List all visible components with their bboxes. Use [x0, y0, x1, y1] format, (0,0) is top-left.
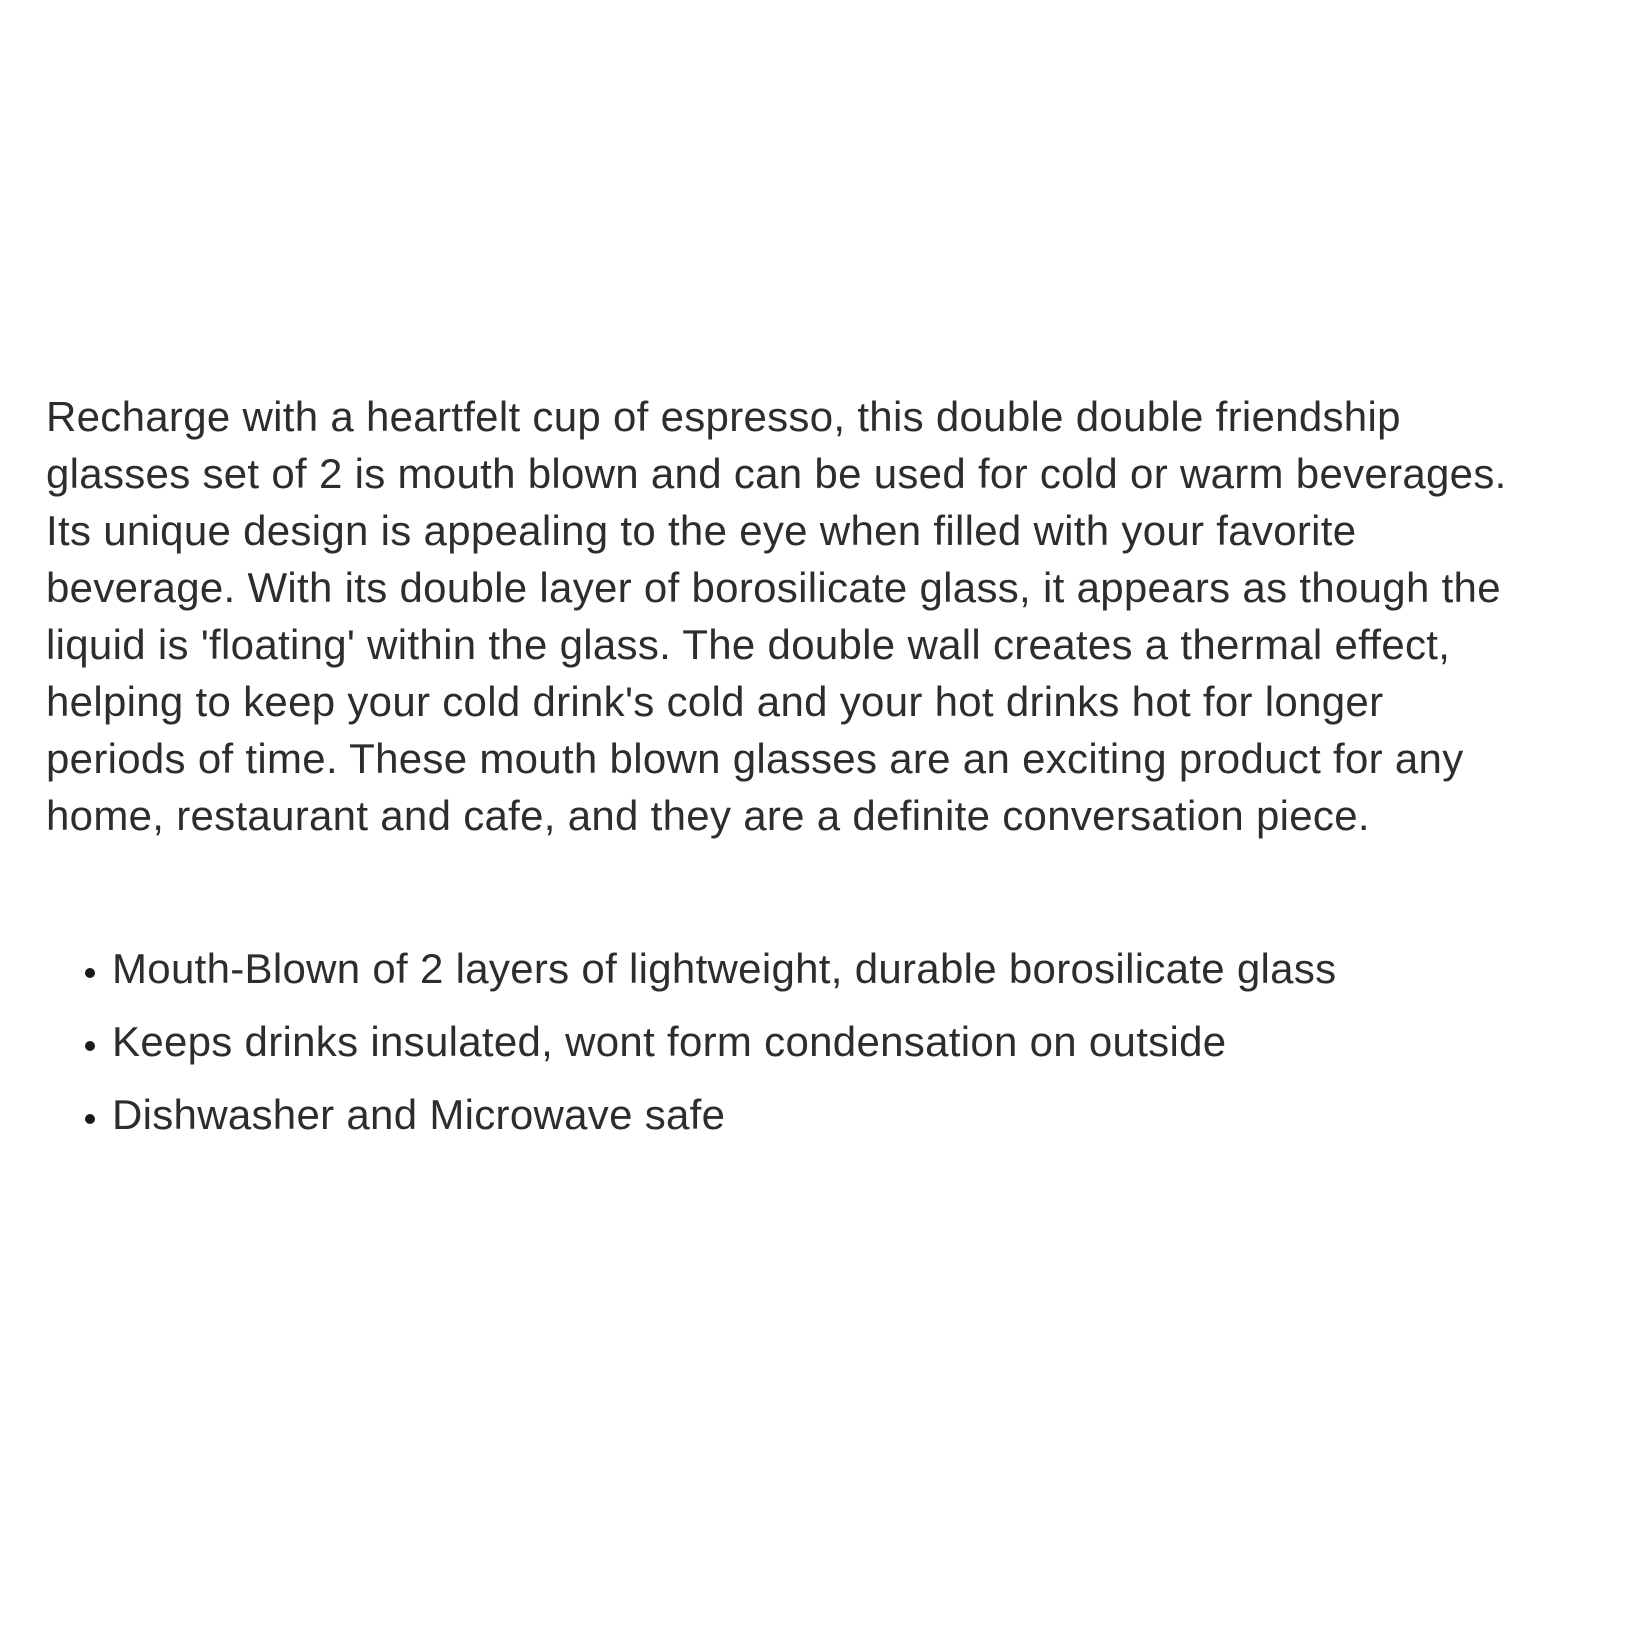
feature-list-item: • Dishwasher and Microwave safe [112, 1086, 1532, 1143]
feature-list-item: • Mouth-Blown of 2 layers of lightweight, durable borosilicate glass [112, 940, 1532, 997]
feature-list-item: • Keeps drinks insulated, wont form condensation on outside [112, 1013, 1532, 1070]
product-feature-list [46, 940, 1532, 1143]
product-description-paragraph: Recharge with a heartfelt cup of espresso, this double double friendship glasses set of 2 is mouth blown and can be used for cold or warm beverages. Its unique design is appealing to the eye when filled with your favorite beverage. With its double layer of borosilicate glass, it appears as though the liquid is 'floating' within the glass. The double wall creates a thermal effect, helping to keep your cold drink's cold and your hot drinks hot for longer periods of time. These mouth blown glasses are an exciting product for any home, restaurant and cafe, and they are a definite conversation piece. [46, 393, 1507, 839]
